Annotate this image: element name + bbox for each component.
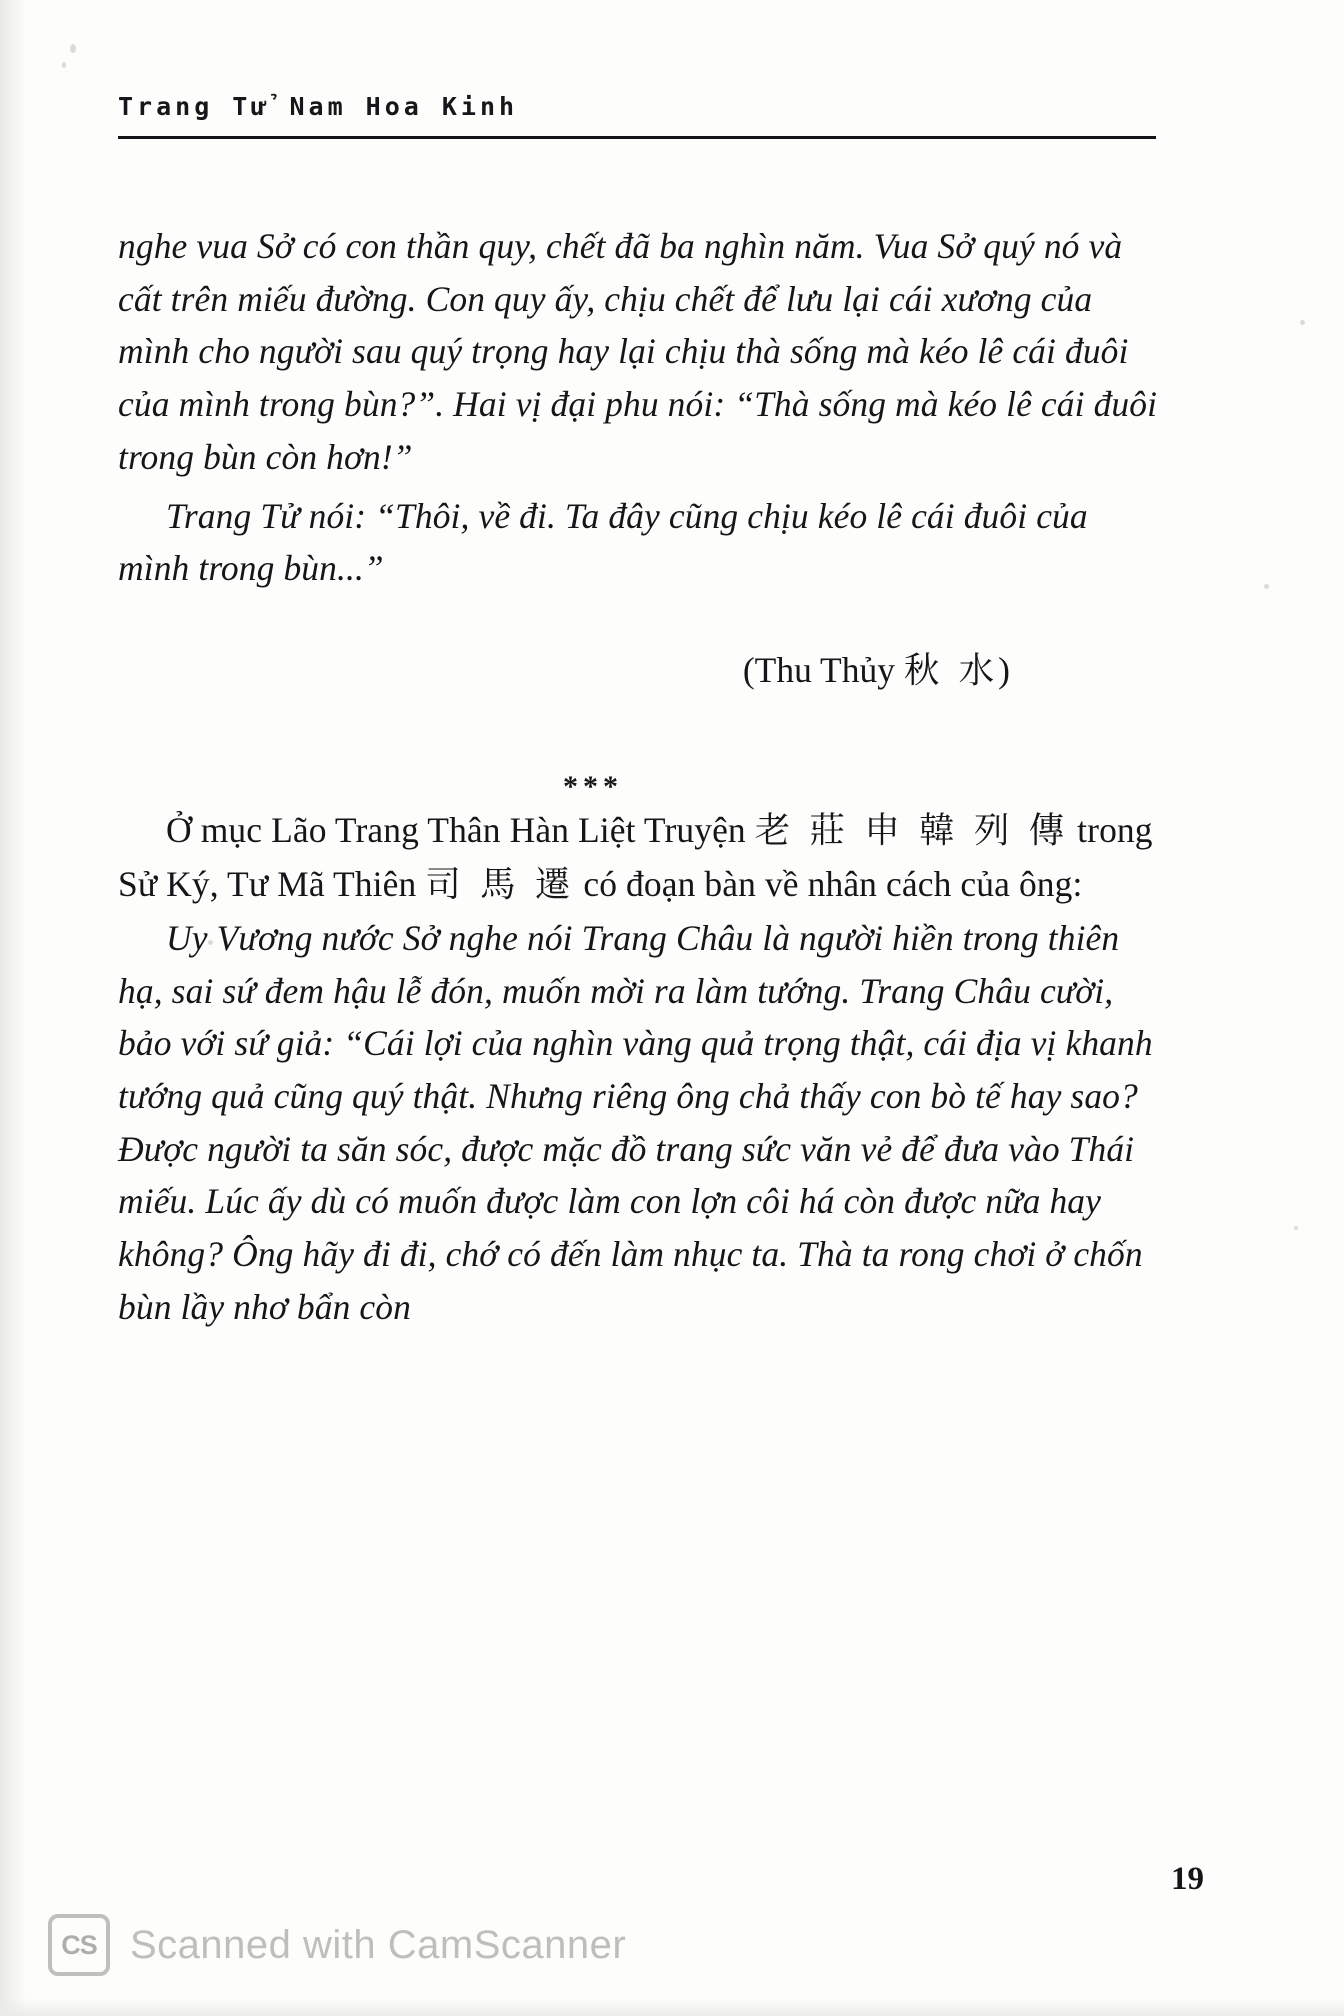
source-cjk: 秋 水 bbox=[903, 649, 999, 691]
intro-part-3: có đoạn bàn về nhân cách của ông: bbox=[574, 864, 1083, 905]
scan-speckle bbox=[70, 44, 76, 53]
scan-speckle bbox=[62, 62, 66, 68]
page-edge-shadow-left bbox=[0, 0, 26, 2016]
camscanner-label: Scanned with CamScanner bbox=[130, 1922, 627, 1967]
paragraph-2: Trang Tử nói: “Thôi, về đi. Ta đây cũng chịu kéo lê cái đuôi của mình trong bùn...” bbox=[118, 495, 1088, 589]
scan-speckle bbox=[1294, 1226, 1298, 1230]
header-rule bbox=[118, 136, 1156, 139]
source-suffix: ) bbox=[998, 649, 1010, 690]
scan-speckle bbox=[1300, 320, 1305, 325]
text-column bbox=[118, 220, 1158, 1333]
page-edge-shadow-bottom bbox=[0, 1998, 1344, 2016]
intro-paragraph bbox=[118, 804, 1158, 911]
page-number: 19 bbox=[1171, 1861, 1204, 1897]
quoted-passage: Uy Vương nước Sở nghe nói Trang Châu là người hiền trong thiên hạ, sai sứ đem hậu lễ đón, muốn mời ra làm tướng. Trang Châu cười, bảo với sứ giả: “Cái lợi của nghìn vàng quả trọng thật, cái địa vị khanh tướng quả cũng quý thật. Nhưng riêng ông chả thấy con bò tế hay sao? Được người ta săn sóc, được mặc đồ trang sức văn vẻ để đưa vào Thái miếu. Lúc ấy dù có muốn được làm con lợn côi há còn được nữa hay không? Ông hãy đi đi, chớ có đến làm nhục ta. Thà ta rong chơi ở chốn bùn lầy nhơ bẩn còn bbox=[118, 917, 1153, 1327]
source-prefix: (Thu Thủy bbox=[742, 649, 904, 690]
intro-part-2: trong Sử Ký, Tư Mã Thiên bbox=[118, 810, 1153, 905]
camscanner-badge-icon: CS bbox=[48, 1914, 110, 1976]
source-attribution bbox=[118, 645, 1158, 696]
book-title: Trang Tử Nam Hoa Kinh bbox=[118, 92, 519, 121]
camscanner-watermark bbox=[48, 1914, 626, 1976]
intro-cjk-1: 老 莊 申 韓 列 傳 bbox=[754, 810, 1069, 852]
intro-part-1: Ở mục Lão Trang Thân Hàn Liệt Truyện bbox=[166, 810, 755, 851]
section-separator: *** bbox=[563, 770, 623, 804]
running-head bbox=[118, 92, 1166, 144]
intro-cjk-2: 司 馬 遷 bbox=[425, 864, 575, 906]
scan-speckle bbox=[1264, 584, 1269, 589]
paragraph-1: nghe vua Sở có con thần quy, chết đã ba nghìn năm. Vua Sở quý nó và cất trên miếu đường. Con quy ấy, chịu chết để lưu lại cái xương của mình cho người sau quý trọng hay lại chịu thà sống mà kéo lê cái đuôi của mình trong bùn?”. Hai vị đại phu nói: “Thà sống mà kéo lê cái đuôi trong bùn còn hơn!” bbox=[118, 226, 1158, 477]
